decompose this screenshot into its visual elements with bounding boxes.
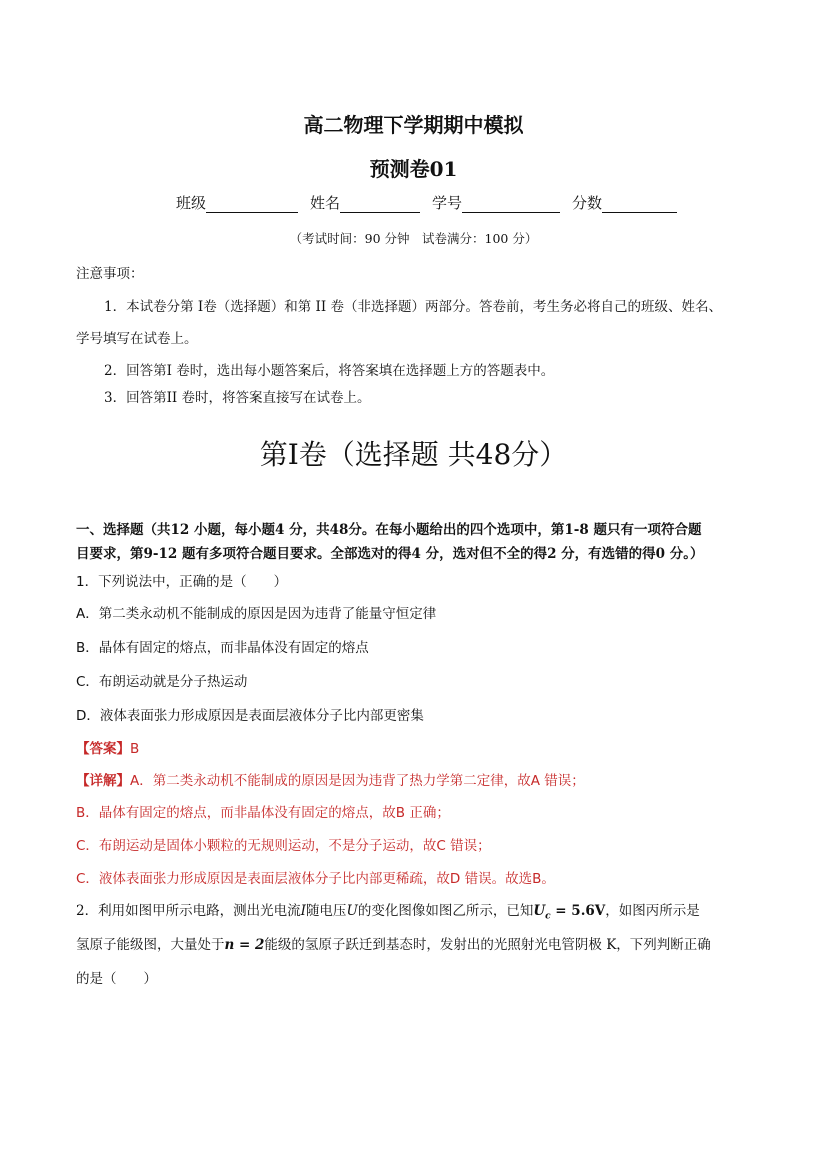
field-label-class: 班级 bbox=[176, 194, 207, 212]
uc-value: = 5.6V bbox=[550, 903, 606, 919]
uc-formula bbox=[533, 903, 606, 922]
note-item-1: 1．本试卷分第 I卷（选择题）和第 II 卷（非选择题）两部分。答卷前，考生务必将自己的班级、姓名、 bbox=[104, 299, 722, 315]
document-subtitle: 预测卷01 bbox=[369, 157, 458, 181]
question-2-line-2 bbox=[76, 933, 711, 953]
q1-detail-b: B．晶体有固定的熔点，而非晶体没有固定的熔点，故B 正确； bbox=[76, 805, 450, 821]
note-item-1-cont: 学号填写在试卷上。 bbox=[76, 331, 198, 347]
name-blank[interactable] bbox=[340, 196, 420, 213]
q1-detail-c: C．布朗运动是固体小颗粒的无规则运动，不是分子运动，故C 错误； bbox=[76, 838, 491, 854]
note-item-2: 2．回答第I 卷时，选出每小题答案后，将答案填在选择题上方的答题表中。 bbox=[104, 363, 555, 379]
q2-text-1: 2．利用如图甲所示电路，测出光电流 bbox=[76, 903, 301, 919]
note-item-3: 3．回答第II 卷时，将答案直接写在试卷上。 bbox=[104, 390, 371, 406]
student-info-row bbox=[176, 192, 677, 213]
question-1-stem: 1．下列说法中，正确的是（ ） bbox=[76, 574, 288, 590]
answer-tag: 【答案】 bbox=[76, 741, 130, 757]
q2-text-6: 能级的氢原子跃迁到基态时，发射出的光照射光电管阴极 K，下列判断正确 bbox=[264, 937, 711, 953]
q1-option-b: B．晶体有固定的熔点，而非晶体没有固定的熔点 bbox=[76, 640, 369, 656]
section-instructions: 一、选择题（共12 小题，每小题4 分，共48分。在每小题给出的四个选项中，第1-8 题只有一项符合题 bbox=[76, 522, 702, 538]
answer-value: B bbox=[130, 741, 140, 757]
class-blank[interactable] bbox=[206, 196, 298, 213]
question-2-line-1 bbox=[76, 899, 700, 922]
q1-option-a: A．第二类永动机不能制成的原因是因为违背了能量守恒定律 bbox=[76, 606, 437, 622]
section-title: 第Ⅰ卷（选择题 共48分） bbox=[259, 438, 568, 471]
q2-text-5: 氢原子能级图，大量处于 bbox=[76, 937, 225, 953]
exam-info: （考试时间：90 分钟 试卷满分：100 分） bbox=[289, 231, 538, 246]
var-i: I bbox=[300, 903, 306, 919]
q1-detail-a bbox=[76, 769, 585, 789]
detail-tag: 【详解】 bbox=[76, 773, 130, 789]
q1-detail-d: C．液体表面张力形成原因是表面层液体分子比内部更稀疏，故D 错误。故选B。 bbox=[76, 871, 555, 887]
score-blank[interactable] bbox=[602, 196, 677, 213]
document-title: 高二物理下学期期中模拟 bbox=[303, 113, 524, 137]
q2-text-4: ，如图丙所示是 bbox=[605, 903, 700, 919]
q1-option-d: D．液体表面张力形成原因是表面层液体分子比内部更密集 bbox=[76, 708, 424, 724]
q1-option-c: C．布朗运动就是分子热运动 bbox=[76, 674, 248, 690]
field-label-id: 学号 bbox=[432, 194, 463, 212]
uc-subscript: c bbox=[545, 911, 551, 922]
field-label-name: 姓名 bbox=[310, 194, 341, 212]
detail-a-text: A．第二类永动机不能制成的原因是因为违背了热力学第二定律，故A 错误； bbox=[130, 773, 585, 789]
question-2-line-3: 的是（ ） bbox=[76, 971, 157, 987]
q2-text-3: 的变化图像如图乙所示，已知 bbox=[357, 903, 534, 919]
notes-heading: 注意事项： bbox=[76, 266, 144, 282]
uc-symbol: U bbox=[533, 903, 546, 919]
var-u: U bbox=[346, 903, 358, 919]
field-label-score: 分数 bbox=[572, 194, 603, 212]
n-expression: n = 2 bbox=[224, 937, 265, 953]
q1-answer bbox=[76, 737, 139, 757]
section-instructions-cont: 目要求，第9-12 题有多项符合题目要求。全部选对的得4 分，选对但不全的得2 分，有选错的得0 分。） bbox=[76, 546, 704, 562]
student-id-blank[interactable] bbox=[462, 196, 560, 213]
q2-text-2: 随电压 bbox=[305, 903, 347, 919]
